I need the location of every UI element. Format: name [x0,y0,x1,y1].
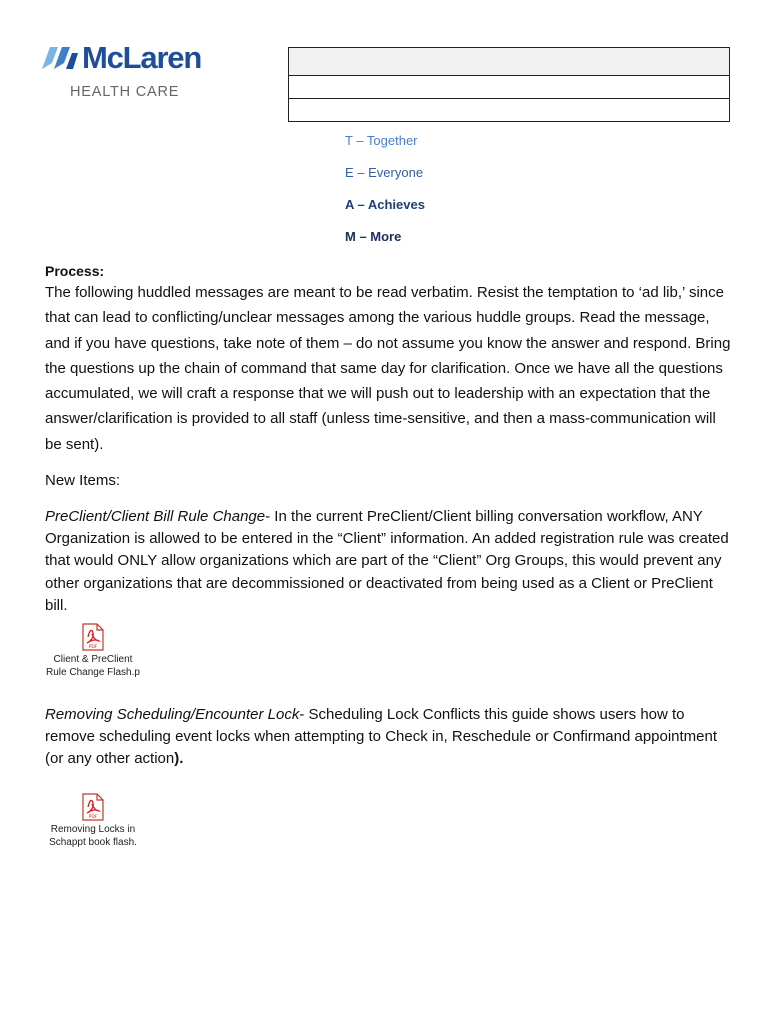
svg-text:PDF: PDF [88,815,98,820]
item-removing-locks [45,704,735,771]
mclaren-logo-icon [40,43,80,71]
pdf-attachment-removing-locks[interactable] [38,793,148,849]
attachment-caption: Rule Change Flash.p [46,666,140,678]
svg-text:PDF: PDF [88,645,98,650]
pdf-file-icon [82,793,104,821]
item-text: - In the current PreClient/Client billing conversation workflow, ANY Organization is allowed to be entered in the “Client” information. An added registration rule was created that would ONLY allow organizations which are part of the “Client” Org Groups, this would prevent any other organizations that are decommissioned or deactivated from being used as a Client or PreClient bill. [45,508,729,614]
header-table [288,47,730,122]
team-item: A – Achieves [345,197,425,212]
header-table-cell [289,76,730,99]
team-item: E – Everyone [345,165,424,180]
item-title: Removing Scheduling/Encounter Lock [45,706,300,723]
document-body-continued [45,704,735,771]
team-acronym-list [345,133,425,261]
item-preclient-bill-rule [45,506,735,617]
attachment-caption: Schappt book flash. [49,836,137,848]
item-title: PreClient/Client Bill Rule Change [45,508,266,526]
attachment-caption: Removing Locks in [50,824,136,835]
logo-name: McLaren [82,40,202,75]
pdf-attachment-client-preclient[interactable] [38,623,148,679]
pdf-file-icon [82,623,104,651]
new-items-label: New Items: [45,472,121,490]
team-item: T – Together [345,133,418,148]
header-table-cell [289,48,730,76]
process-paragraph: The following huddled messages are meant to be read verbatim. Resist the temptation to ‘ad lib,’ since that can lead to conflicting/unclear messages among the various huddle groups. Read the message, and if you have questions, take note of them – do not assume you know the answer and respond. Bring the questions up the chain of command that same day for clarification. Once we have all the questions accumulated, we will craft a response that we will push out to leadership with an expectation that the answer/clarification is provided to all staff (unless time-sensitive, and then a mass-communication will be sent). [45,284,731,453]
header-table-cell [289,99,730,122]
mclaren-logo [40,40,210,104]
item-text-end: ). [174,750,184,768]
attachment-caption: Client & PreClient [53,654,133,665]
team-item: M – More [345,229,402,244]
item-text: - Scheduling Lock Conflicts this guide shows users how to remove scheduling event locks when attempting to Check in, Reschedule or Confirmand appointment (or any other action [45,706,718,768]
document-body [45,262,735,617]
logo-subtitle: HEALTH CARE [70,84,180,100]
process-heading: Process: [45,263,105,279]
